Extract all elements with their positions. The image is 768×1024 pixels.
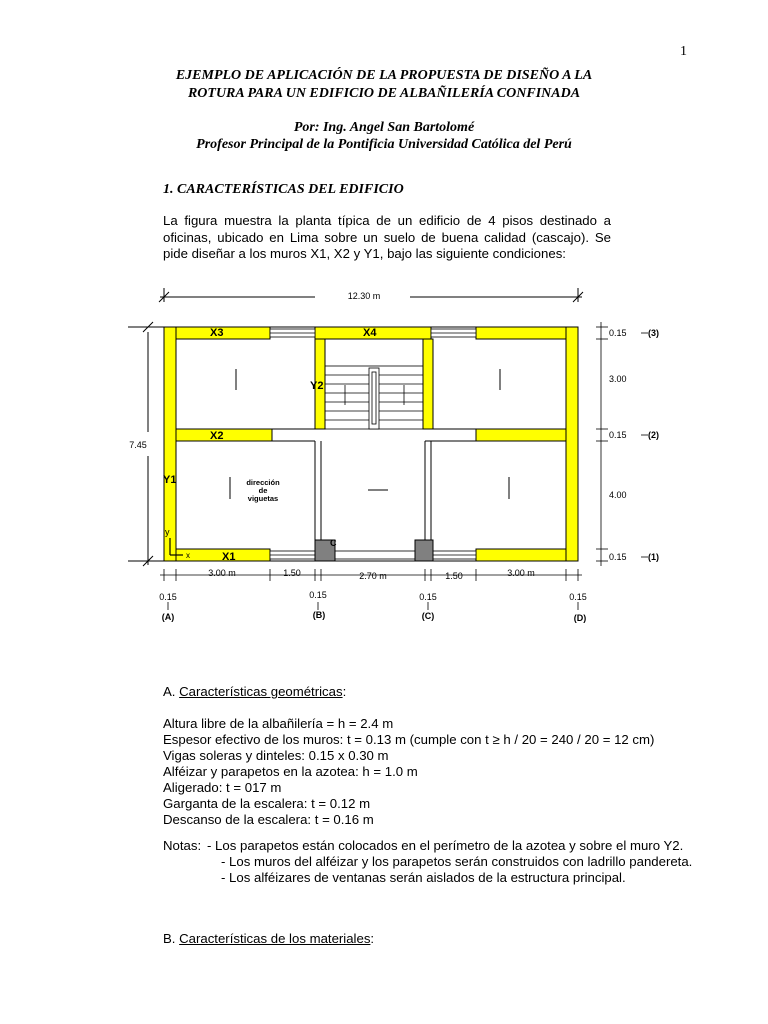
geometry-line: Aligerado: t = 017 m (163, 780, 282, 795)
dim-bottom-2: 2.70 m (359, 571, 387, 581)
dim-right-1: 3.00 (609, 374, 627, 384)
wall-right (566, 327, 578, 561)
section-b-title: Características de los materiales (179, 931, 371, 946)
intro-paragraph: La figura muestra la planta típica de un edificio de 4 pisos destinado a oficinas, ubicado en Lima sobre un suelo de buena calidad (cascajo). Se pide diseñar a los muros X1, X2 y Y1, bajo las siguiente condiciones: (163, 213, 611, 261)
section-b-prefix: B. (163, 931, 180, 946)
dim-total-width: 12.30 m (347, 291, 381, 301)
axis-y-label: y (165, 527, 170, 537)
axis-row-3: (3) (648, 328, 659, 338)
wall-label-y1: Y1 (163, 474, 177, 486)
dim-right-0: 0.15 (609, 328, 627, 338)
geometry-line: Vigas soleras y dinteles: 0.15 x 0.30 m (163, 748, 389, 763)
note-item: - Los muros del alféizar y los parapetos serán construidos con ladrillo pandereta. (221, 854, 693, 869)
dim-bottom-3: 1.50 (445, 571, 463, 581)
wall-label-y2: Y2 (310, 380, 324, 392)
axis-x-label: x (186, 551, 190, 560)
wall-x2 (176, 429, 272, 441)
joist-note-line-3: viguetas (247, 494, 279, 503)
section-a-heading (163, 684, 346, 701)
section-a-prefix: A. (163, 684, 180, 699)
title-line-1: EJEMPLO DE APLICACIÓN DE LA PROPUESTA DE DISEÑO A LA (175, 68, 593, 83)
title-line-2: ROTURA PARA UN EDIFICIO DE ALBAÑILERÍA CONFINADA (187, 86, 581, 101)
joist-note-line-1: dirección (246, 478, 280, 487)
author: Por: Ing. Angel San Bartolomé (293, 120, 475, 135)
section-a-suffix: : (342, 684, 347, 699)
column-label: C (330, 538, 337, 548)
wall-bottom-right (476, 549, 566, 561)
geometry-line: Altura libre de la albañilería = h = 2.4 m (163, 716, 394, 731)
section-a-title: Características geométricas (179, 684, 343, 699)
section-heading: 1. CARACTERÍSTICAS DEL EDIFICIO (163, 182, 404, 197)
column-c-right (415, 540, 433, 561)
geometry-line: Espesor efectivo de los muros: t = 0.13 m (cumple con t ≥ h / 20 = 240 / 20 = 12 cm) (163, 732, 655, 747)
dim-bottom-4: 3.00 m (507, 568, 535, 578)
page-number: 1 (680, 44, 687, 59)
affiliation: Profesor Principal de la Pontificia Universidad Católica del Perú (196, 137, 572, 152)
note-item: - Los parapetos están colocados en el perímetro de la azotea y sobre el muro Y2. (207, 838, 684, 853)
section-b-heading (163, 931, 374, 948)
staircase (325, 366, 423, 429)
section-b-suffix: : (370, 931, 375, 946)
wall-label-x2: X2 (210, 430, 224, 442)
col-thickness-b: 0.15 (309, 590, 327, 600)
joist-note-line-2: de (258, 486, 268, 495)
notes-label: Notas: (163, 838, 202, 853)
note-item: - Los alféizares de ventanas serán aislados de la estructura principal. (221, 870, 626, 885)
confined-walls (164, 327, 578, 561)
geometry-line: Descanso de la escalera: t = 0.16 m (163, 812, 374, 827)
wall-label-x1: X1 (222, 551, 236, 563)
floor-plan-figure (120, 280, 680, 630)
axis-row-1: (1) (648, 552, 659, 562)
geometry-line: Garganta de la escalera: t = 0.12 m (163, 796, 371, 811)
wall-label-x4: X4 (363, 327, 377, 339)
wall-label-x3: X3 (210, 327, 224, 339)
dim-total-depth: 7.45 (129, 440, 147, 450)
plan-outline (164, 327, 578, 561)
col-thickness-c: 0.15 (419, 592, 437, 602)
axis-col-a: (A) (161, 612, 175, 622)
axis-col-b: (B) (312, 610, 326, 620)
dim-right-2: 0.15 (609, 430, 627, 440)
dim-right-4: 0.15 (609, 552, 627, 562)
axis-col-c: (C) (421, 611, 435, 621)
wall-mid-right (476, 429, 566, 441)
col-thickness-d: 0.15 (569, 592, 587, 602)
right-dimension (596, 322, 648, 566)
wall-stair-right (423, 339, 433, 429)
dim-bottom-1: 1.50 (283, 568, 301, 578)
axis-row-2: (2) (648, 430, 659, 440)
dim-right-3: 4.00 (609, 490, 627, 500)
wall-y1 (164, 327, 176, 561)
axis-col-d: (D) (573, 613, 587, 623)
wall-top-right (476, 327, 578, 339)
windows (270, 329, 476, 559)
geometry-line: Alféizar y parapetos en la azotea: h = 1.0 m (163, 764, 418, 779)
col-thickness-a: 0.15 (159, 592, 177, 602)
dim-bottom-0: 3.00 m (208, 568, 236, 578)
